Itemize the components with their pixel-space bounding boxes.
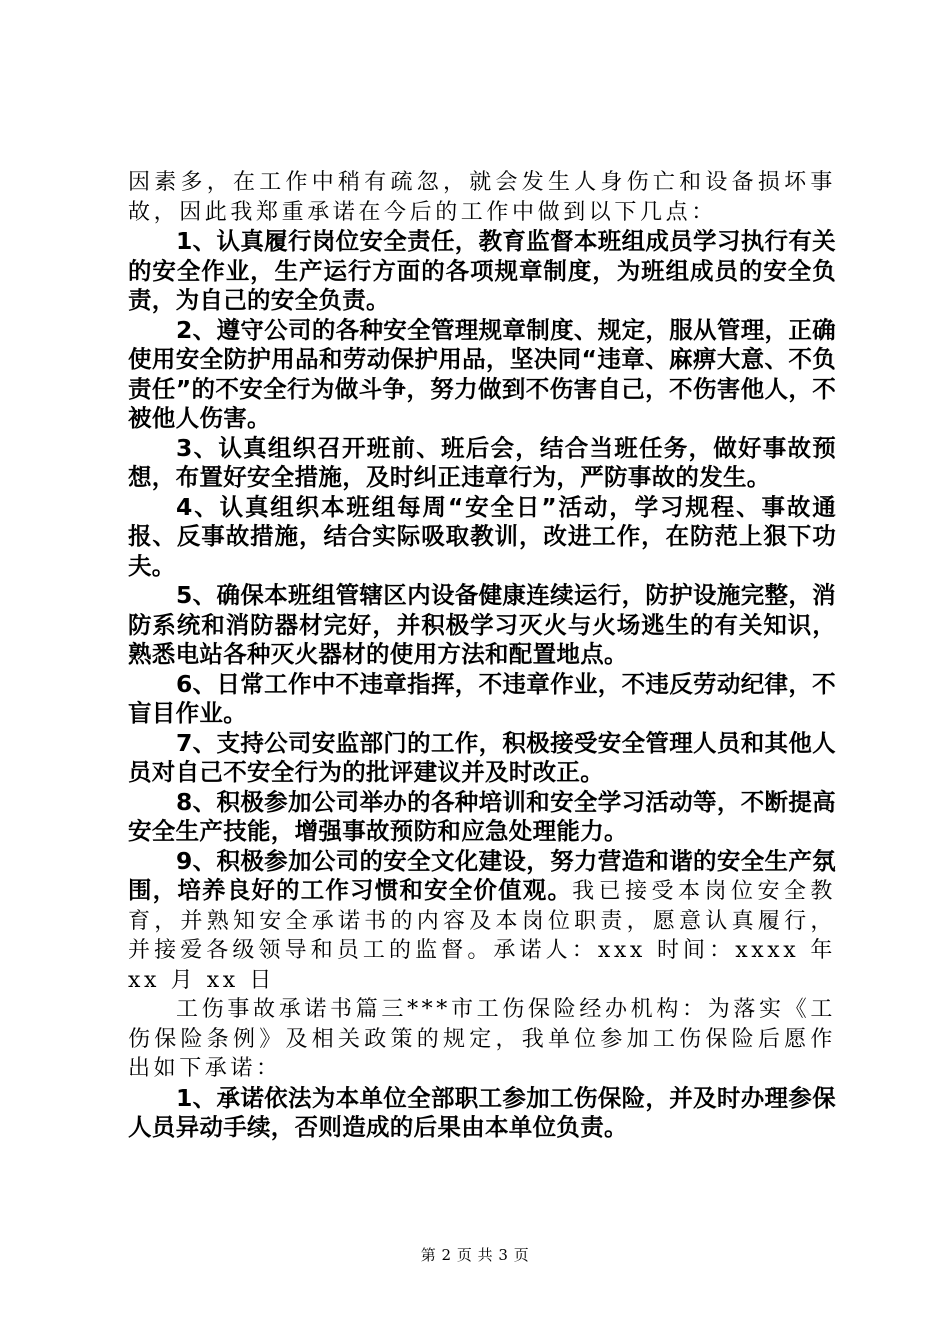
paragraph-item-1: 1、认真履行岗位安全责任，教育监督本班组成员学习执行有关的安全作业，生产运行方面的各项规章制度，为班组成员的安全负责，为自己的安全负责。 <box>128 227 836 314</box>
paragraph-item-9-bold: 9、积极参加公司的安全文化建设，努力营造和谐的安全生产氛围，培养良好的工作习惯和安全价值观。 <box>128 846 836 904</box>
paragraph-item-6: 6、日常工作中不违章指挥，不违章作业，不违反劳动纪律，不盲目作业。 <box>128 669 836 727</box>
paragraph-item-7: 7、支持公司安监部门的工作，积极接受安全管理人员和其他人员对自己不安全行为的批评建议并及时改正。 <box>128 728 836 786</box>
paragraph-commitment-1: 1、承诺依法为本单位全部职工参加工伤保险，并及时办理参保人员异动手续，否则造成的后果由本单位负责。 <box>128 1083 836 1141</box>
page-footer: 第 2 页 共 3 页 <box>420 1246 530 1264</box>
paragraph-item-8: 8、积极参加公司举办的各种培训和安全学习活动等，不断提高安全生产技能，增强事故预防和应急处理能力。 <box>128 787 836 845</box>
paragraph-item-3: 3、认真组织召开班前、班后会，结合当班任务，做好事故预想，布置好安全措施，及时纠正违章行为，严防事故的发生。 <box>128 433 836 491</box>
paragraph-item-5: 5、确保本班组管辖区内设备健康连续运行，防护设施完整，消防系统和消防器材完好，并积极学习灭火与火场逃生的有关知识，熟悉电站各种灭火器材的使用方法和配置地点。 <box>128 581 836 668</box>
paragraph-item-2: 2、遵守公司的各种安全管理规章制度、规定，服从管理，正确使用安全防护用品和劳动保护用品，坚决同“违章、麻痹大意、不负责任”的不安全行为做斗争，努力做到不伤害自己，不伤害他人，不被他人伤害。 <box>128 315 836 432</box>
paragraph-item-4: 4、认真组织本班组每周“安全日”活动，学习规程、事故通报、反事故措施，结合实际吸取教训，改进工作，在防范上狠下功夫。 <box>128 492 836 580</box>
paragraph-item-9-pledge: 我已接受本岗位安全教育，并熟知安全承诺书的内容及本岗位职责，愿意认真履行，并接爱各级领导和员工的监督。承诺人：xxx 时间：xxxx 年 xx 月 xx 日 <box>128 879 836 993</box>
paragraph-section-three: 工伤事故承诺书篇三***市工伤保险经办机构：为落实《工伤保险条例》及相关政策的规定，我单位参加工伤保险后愿作出如下承诺： <box>128 997 836 1081</box>
paragraph-item-9 <box>128 847 836 996</box>
paragraph-intro: 因素多，在工作中稍有疏忽，就会发生人身伤亡和设备损坏事故，因此我郑重承诺在今后的工作中做到以下几点： <box>128 170 836 225</box>
document-body <box>128 168 836 1143</box>
